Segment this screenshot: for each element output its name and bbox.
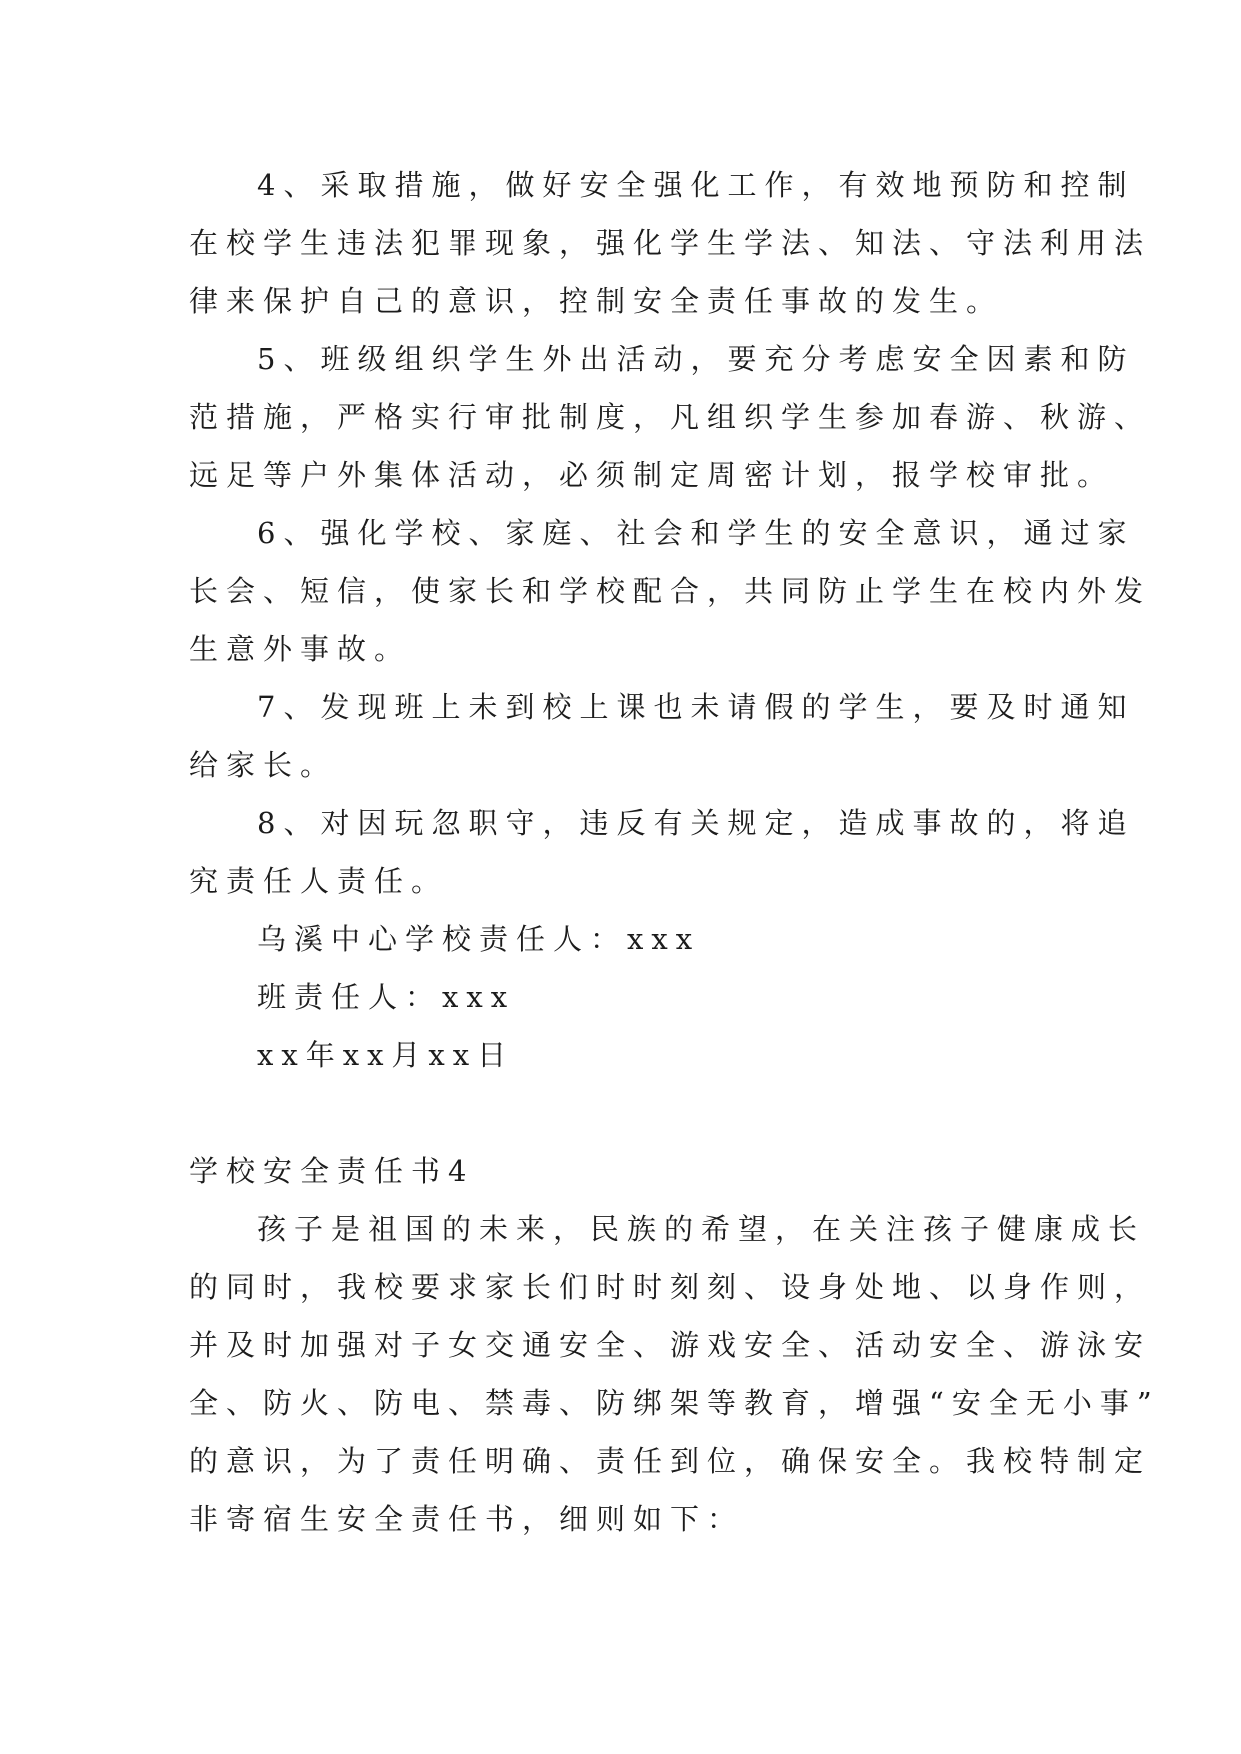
paragraph-line: 范措施，严格实行审批制度，凡组织学生参加春游、秋游、 <box>189 400 1152 434</box>
paragraph-line: 生意外事故。 <box>189 632 412 666</box>
paragraph-line: 的同时，我校要求家长们时时刻刻、设身处地、以身作则， <box>189 1270 1152 1304</box>
item-6-paragraph <box>189 504 1152 678</box>
paragraph-line: 6、强化学校、家庭、社会和学生的安全意识，通过家 <box>257 516 1135 550</box>
section-heading <box>189 1142 1061 1200</box>
paragraph-line: 孩子是祖国的未来，民族的希望，在关注孩子健康成长 <box>257 1212 1146 1246</box>
paragraph-line: 并及时加强对子女交通安全、游戏安全、活动安全、游泳安 <box>189 1328 1152 1362</box>
paragraph-line: 非寄宿生安全责任书，细则如下： <box>189 1502 745 1536</box>
paragraph-line: 给家长。 <box>189 748 338 782</box>
class-responsible-line: 班责任人：xxx <box>257 980 516 1014</box>
date-line: xx年xx月xx日 <box>257 1038 515 1072</box>
intro-paragraph <box>189 1200 1160 1548</box>
paragraph-line: 的意识，为了责任明确、责任到位，确保安全。我校特制定 <box>189 1444 1152 1478</box>
paragraph-line: 律来保护自己的意识，控制安全责任事故的发生。 <box>189 284 1004 318</box>
paragraph-line: 究责任人责任。 <box>189 864 449 898</box>
paragraph-line: 远足等户外集体活动，必须制定周密计划，报学校审批。 <box>189 458 1115 492</box>
item-7-paragraph <box>189 678 1135 794</box>
school-responsible-line: 乌溪中心学校责任人：xxx <box>257 922 701 956</box>
paragraph-line: 4、采取措施，做好安全强化工作，有效地预防和控制 <box>257 168 1135 202</box>
item-5-paragraph <box>189 330 1152 504</box>
paragraph-line: 全、防火、防电、禁毒、防绑架等教育，增强“安全无小事” <box>189 1386 1160 1420</box>
item-8-paragraph <box>189 794 1135 910</box>
paragraph-line: 长会、短信，使家长和学校配合，共同防止学生在校内外发 <box>189 574 1152 608</box>
paragraph-line: 在校学生违法犯罪现象，强化学生学法、知法、守法利用法 <box>189 226 1152 260</box>
section-title: 学校安全责任书4 <box>189 1154 475 1188</box>
signature-block <box>189 910 1061 1084</box>
paragraph-line: 5、班级组织学生外出活动，要充分考虑安全因素和防 <box>257 342 1135 376</box>
item-4-paragraph <box>189 156 1152 330</box>
paragraph-line: 8、对因玩忽职守，违反有关规定，造成事故的，将追 <box>257 806 1135 840</box>
paragraph-line: 7、发现班上未到校上课也未请假的学生，要及时通知 <box>257 690 1135 724</box>
